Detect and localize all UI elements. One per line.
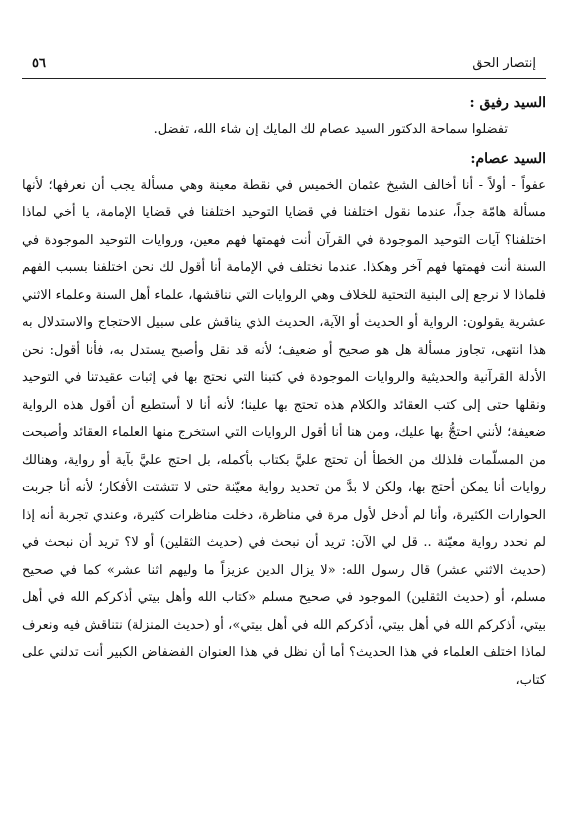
main-paragraph: عفواً - أولاً - أنا أخالف الشيخ عثمان الخميس في نقطة معينة وهي مسألة يجب أن نعرفها؛ لأنها مسألة هامّة جداً، عندما نقول اختلفنا في قضايا التوحيد اختلفنا في قضايا الإمامة، يا أخي لماذا اختلفنا؟ آيات التوحيد الموجودة في القرآن أنت فهمتها فهم معين، وروايات التوحيد الموجودة في السنة أنت فهمتها فهم آخر وهكذا. عندما نختلف في الإمامة أنا أقول لك نحن اختلفنا بسبب الفهم فلماذا لا نرجع إلى البنية التحتية للخلاف وهي الروايات التي نناقشها، علماء أهل السنة وعلماء الاثني عشرية يقولون: الرواية أو الحديث أو الآية، الحديث الذي يناقش على سبيل الاحتجاج والاستدلال به هذا انتهى، تجاوز مسألة هل هو صحيح أو ضعيف؛ لأنه قد نقل وأصبح يستدل به، فأنا أقول: نحن الأدلة القرآنية والحديثية والروايات الموجودة في كتبنا التي نحتج بها في إثبات عقيدتنا في التوحيد ونقلها حتى إلى كتب العقائد والكلام هذه تحتج بها علينا؛ لأنه أنا لا أستطيع أن أقول هذه الرواية ضعيفة؛ لأنني احتجُّ بها عليك، ومن هنا أنا أقول الروايات التي استخرج منها العلماء العقائد وأصبحت من المسلّمات فلذلك من الخطأ أن تحتج عليَّ بكتاب بأكمله، بل احتج عليَّ بآية أو رواية، وهنالك روايات أنا يمكن أحتج بها، ولكن لا بدَّ من تحديد رواية معيّنة حتى لا تتشتت الأفكار؛ لأنه أنا جربت الحوارات الكثيرة، وأنا لم أدخل لأول مرة في مناظرة، دخلت مناظرات كثيرة، وعندي تجربة أنه إذا لم نحدد رواية معيّنة .. قل لي الآن: تريد أن نبحث في (حديث الثقلين) أو لا؟ تريد أن نبحث في (حديث الاثني عشر) قال رسول الله: «لا يزال الدين عزيزاً ما وليهم اثنا عشر» كما في صحيح مسلم، أو (حديث الثقلين) الموجود في صحيح مسلم «كتاب الله وأهل بيتي أذكركم الله في أهل بيتي، أذكركم الله في أهل بيتي، أذكركم الله في أهل بيتي»، أو (حديث المنزلة) نتناقش فيه ونعرف لماذا اختلف العلماء في هذا الحديث؟ أما أن نظل في هذا العنوان الفضفاض الكبير أنت تدلني على كتاب، xyxy=(22,177,546,688)
intro-paragraph: تفضلوا سماحة الدكتور السيد عصام لك المايك إن شاء الله، تفضل. xyxy=(153,122,508,137)
speaker-heading-essam: السيد عصام: xyxy=(470,150,546,167)
page-number: ٥٦ xyxy=(32,56,46,71)
page-body xyxy=(22,88,546,809)
speaker-heading-rafiq: السيد رفيق : xyxy=(469,95,546,111)
page-header xyxy=(22,52,546,79)
running-head: إنتصار الحق xyxy=(472,56,536,71)
